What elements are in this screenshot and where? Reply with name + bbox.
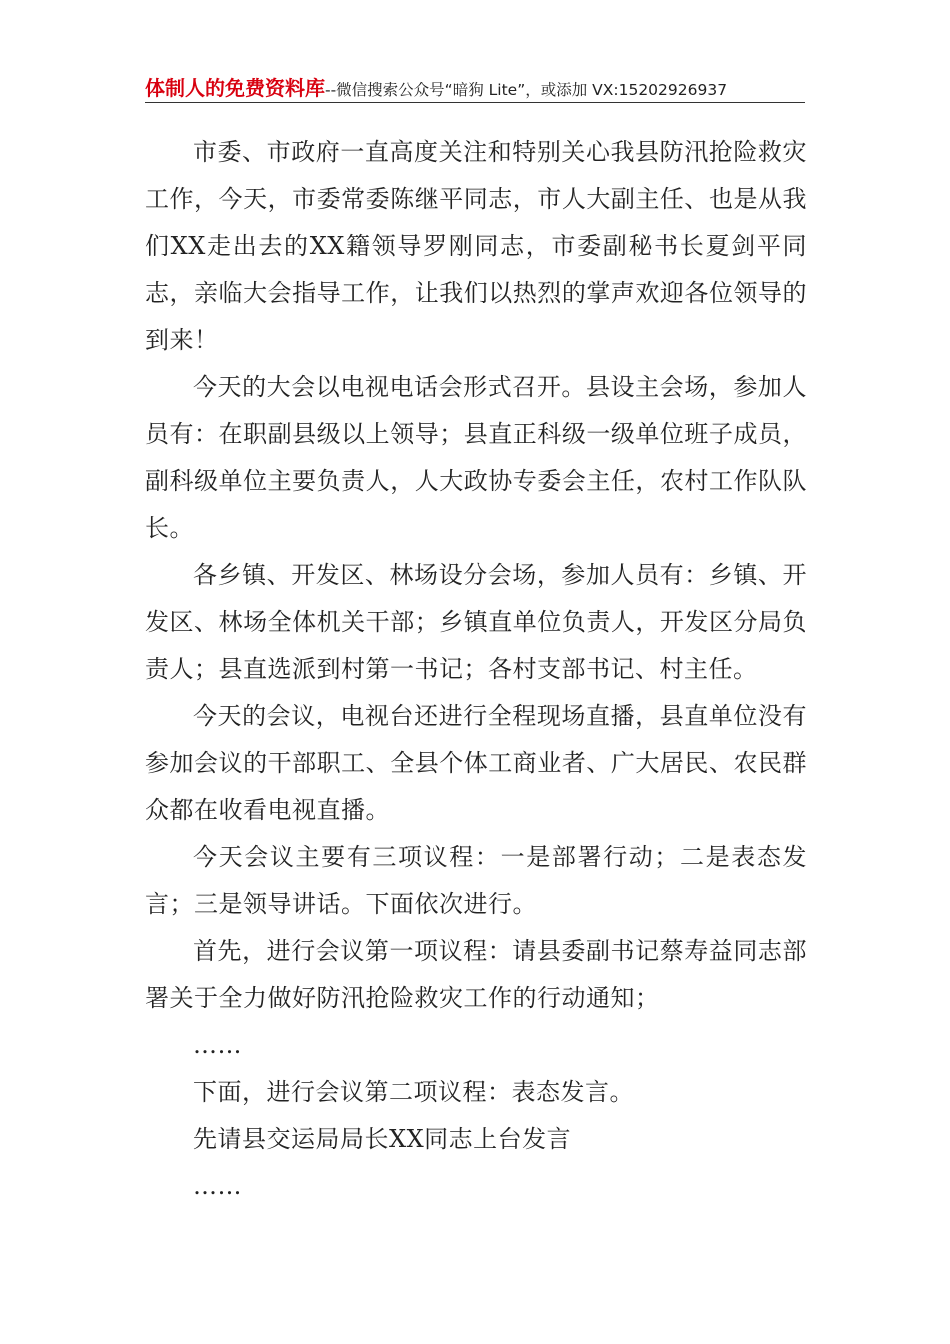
brand-title: 体制人的免费资料库: [145, 76, 325, 100]
header-banner: [145, 72, 805, 103]
paragraph: 各乡镇、开发区、林场设分会场，参加人员有：乡镇、开发区、林场全体机关干部；乡镇直单位负责人，开发区分局负责人；县直选派到村第一书记；各村支部书记、村主任。: [145, 561, 807, 683]
paragraph: 首先，进行会议第一项议程：请县委副书记蔡寿益同志部署关于全力做好防汛抢险救灾工作的行动通知；: [145, 937, 807, 1012]
ellipsis: ……: [193, 1172, 242, 1200]
paragraph: 今天的会议，电视台还进行全程现场直播，县直单位没有参加会议的干部职工、全县个体工商业者、广大居民、农民群众都在收看电视直播。: [145, 702, 807, 824]
document-body: [145, 129, 807, 1210]
paragraph: 下面，进行会议第二项议程：表态发言。: [193, 1078, 634, 1106]
paragraph: 今天的大会以电视电话会形式召开。县设主会场，参加人员有：在职副县级以上领导；县直正科级一级单位班子成员，副科级单位主要负责人，人大政协专委会主任，农村工作队队长。: [145, 373, 807, 542]
paragraph: 今天会议主要有三项议程：一是部署行动；二是表态发言；三是领导讲话。下面依次进行。: [145, 843, 807, 918]
ellipsis: ……: [193, 1031, 242, 1059]
paragraph: 市委、市政府一直高度关注和特别关心我县防汛抢险救灾工作，今天，市委常委陈继平同志，市人大副主任、也是从我们XX走出去的XX籍领导罗刚同志，市委副秘书长夏剑平同志，亲临大会指导工作，让我们以热烈的掌声欢迎各位领导的到来！: [145, 138, 807, 354]
header-note: --微信搜索公众号“暗狗 Lite”，或添加 VX:15202926937: [325, 81, 728, 99]
paragraph: 先请县交运局局长XX同志上台发言: [193, 1125, 572, 1153]
